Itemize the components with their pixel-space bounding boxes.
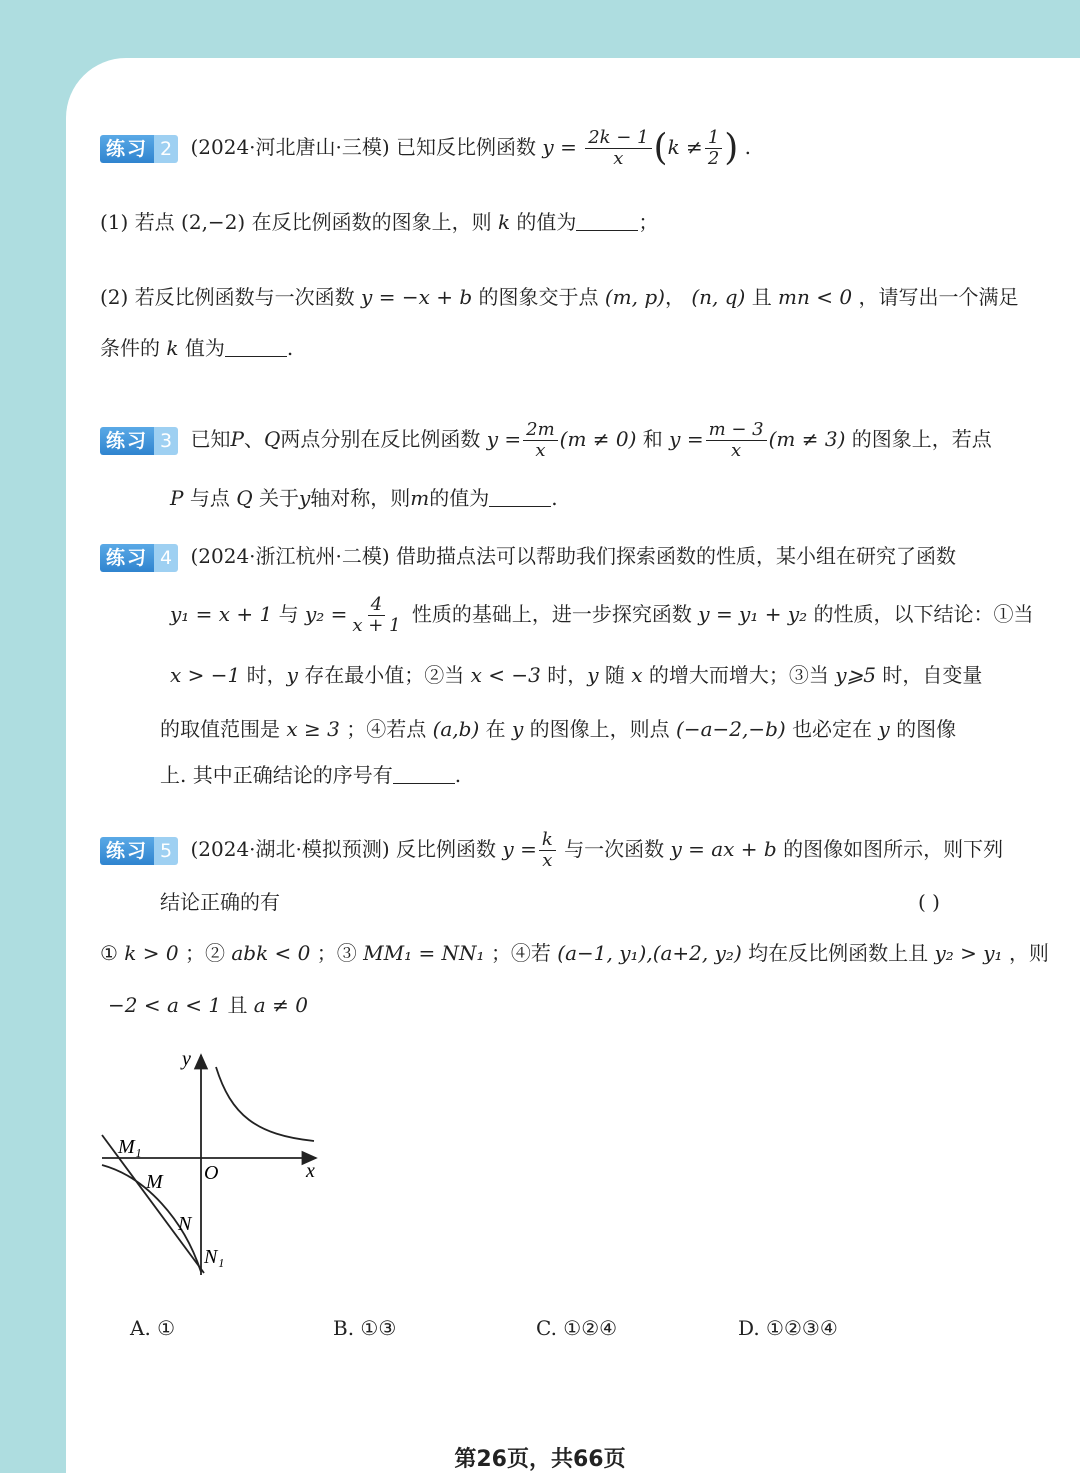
- option-d[interactable]: D. ①②③④: [738, 1316, 838, 1340]
- q3-stem: 练习 3 已知P、Q两点分别在反比例函数 y = $\frac{2m}{x}$ (m ≠ 0) 和 y = $\frac{m - 3}{x}$ (m ≠ 3) 的图象上，若点: [100, 420, 992, 461]
- q2-badge: 练习 2: [100, 135, 178, 163]
- q4-line5: 上. 其中正确结论的序号有 .: [160, 763, 462, 787]
- q2-part2-cont: 条件的 k 值为 .: [100, 336, 294, 360]
- option-c[interactable]: C. ①②④: [536, 1316, 618, 1340]
- answer-blank: [576, 210, 638, 231]
- function-graph: [96, 1045, 336, 1285]
- q5-line2: 结论正确的有: [160, 890, 280, 914]
- q3-line2: P 与点 Q 关于y轴对称，则m的值为 .: [170, 486, 558, 510]
- q4-fraction: $\frac{4}{x + 1}$: [352, 594, 401, 636]
- q5-stem: 练习 5 (2024·湖北·模拟预测) 反比例函数 y = $\frac{k}{x}$ 与一次函数 y = ax + b 的图像如图所示，则下列: [100, 830, 1003, 871]
- answer-blank: [225, 336, 287, 357]
- page-footer: 第26页，共66页: [454, 1447, 626, 1472]
- answer-blank: [393, 763, 455, 784]
- point-N-label: N: [178, 1213, 192, 1235]
- y-axis-label: y: [182, 1048, 191, 1070]
- q4-line2: y₁ = x + 1 与 y₂ = $\frac{4}{x + 1}$ 性质的基础上，进一步探究函数 y = y₁ + y₂ 的性质，以下结论：①当: [170, 594, 1034, 636]
- q3-badge: 练习 3: [100, 427, 178, 455]
- option-a[interactable]: A. ①: [130, 1316, 176, 1340]
- q5-fraction: $\frac{k}{x}$: [539, 830, 556, 871]
- q3-fraction-2: $\frac{m - 3}{x}$: [706, 420, 767, 461]
- q4-line4: 的取值范围是 x ≥ 3 ；④若点 (a,b) 在 y 的图像上，则点 (−a−2,−b) 也必定在 y 的图像: [160, 717, 957, 741]
- q4-stem: 练习 4 (2024·浙江杭州·二模) 借助描点法可以帮助我们探索函数的性质，某小组在研究了函数: [100, 541, 956, 572]
- q2-stem: 练习 2 (2024·河北唐山·三模) 已知反比例函数 y = $\frac{2k - 1}{x}$ (k ≠ $\frac{1}{2}$ ) .: [100, 128, 751, 169]
- q5-statements-cont: −2 < a < 1 且 a ≠ 0: [108, 993, 308, 1017]
- q2-cond-fraction: $\frac{1}{2}$: [705, 128, 722, 169]
- point-N1-label: N₁: [204, 1246, 225, 1268]
- point-M-label: M: [146, 1171, 163, 1193]
- origin-label: O: [204, 1162, 219, 1184]
- q5-badge: 练习 5: [100, 837, 178, 865]
- q4-line3: x > −1 时，y 存在最小值；②当 x < −3 时，y 随 x 的增大而增大；③当 y⩾5 时，自变量: [170, 663, 983, 687]
- hyperbola-branch-q1: [216, 1067, 314, 1141]
- q5-statements: ① k > 0 ；② abk < 0 ；③ MM₁ = NN₁ ；④若 (a−1, y₁),(a+2, y₂) 均在反比例函数上且 y₂ > y₁ ，则: [100, 941, 1049, 965]
- q5-answer-paren: ( ): [918, 890, 940, 914]
- point-M1-label: M₁: [118, 1136, 142, 1158]
- answer-blank: [489, 486, 551, 507]
- q2-fraction: $\frac{2k - 1}{x}$: [585, 128, 651, 169]
- x-axis-label: x: [306, 1160, 315, 1182]
- q2-part1: (1) 若点 (2,−2) 在反比例函数的图象上，则 k 的值为 ；: [100, 210, 659, 234]
- q3-fraction-1: $\frac{2m}{x}$: [523, 420, 558, 461]
- q4-badge: 练习 4: [100, 544, 178, 572]
- q2-part2: (2) 若反比例函数与一次函数 y = −x + b 的图象交于点 (m, p)， (n, q) 且 mn < 0 ，请写出一个满足: [100, 285, 1019, 309]
- option-b[interactable]: B. ①③: [333, 1316, 397, 1340]
